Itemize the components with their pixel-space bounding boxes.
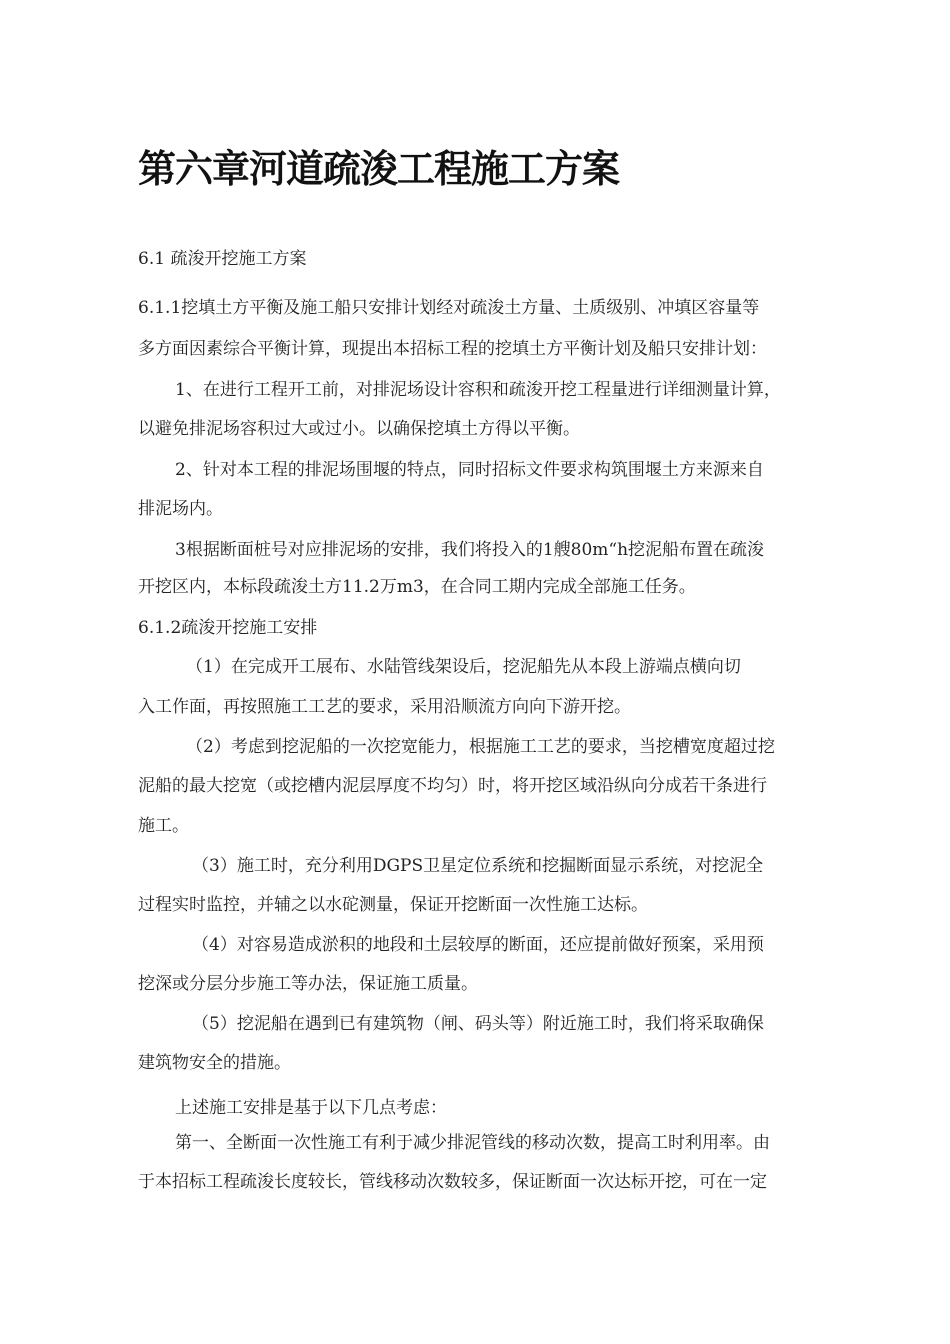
paragraph-line: 开挖区内，本标段疏浚土方11.2万m3，在合同工期内完成全部施工任务。 <box>138 577 696 597</box>
paragraph-line: 多方面因素综合平衡计算，现提出本招标工程的挖填土方平衡计划及船只安排计划： <box>138 339 767 359</box>
paragraph-line: 建筑物安全的措施。 <box>138 1053 291 1073</box>
paragraph-line: （4）对容易造成淤积的地段和土层较厚的断面，还应提前做好预案，采用预 <box>192 935 764 955</box>
paragraph-line: 2、针对本工程的排泥场围堰的特点，同时招标文件要求构筑围堰土方来源来自 <box>175 460 764 480</box>
paragraph-line: 入工作面，再按照施工工艺的要求，采用沿顺流方向向下游开挖。 <box>138 697 631 717</box>
chapter-title: 第六章河道疏浚工程施工方案 <box>138 147 620 191</box>
paragraph-line: 3根据断面桩号对应排泥场的安排，我们将投入的1艘80m“h挖泥船布置在疏浚 <box>175 540 765 560</box>
paragraph-line: 施工。 <box>138 816 189 836</box>
subsection-heading: 6.1.2疏浚开挖施工安排 <box>138 618 318 638</box>
paragraph-line: 6.1.1挖填土方平衡及施工船只安排计划经对疏浚土方量、土质级别、冲填区容量等 <box>138 298 760 318</box>
paragraph-line: 上述施工安排是基于以下几点考虑： <box>175 1098 447 1118</box>
paragraph-line: 泥船的最大挖宽（或挖槽内泥层厚度不均匀）时，将开挖区域沿纵向分成若干条进行 <box>138 776 767 796</box>
paragraph-line: 挖深或分层分步施工等办法，保证施工质量。 <box>138 974 478 994</box>
paragraph-line: 排泥场内。 <box>138 499 223 519</box>
paragraph-line: （5）挖泥船在遇到已有建筑物（闸、码头等）附近施工时，我们将采取确保 <box>192 1014 764 1034</box>
paragraph-line: 过程实时监控，并辅之以水砣测量，保证开挖断面一次性施工达标。 <box>138 895 648 915</box>
section-heading: 6.1 疏浚开挖施工方案 <box>138 249 307 269</box>
paragraph-line: 1、在进行工程开工前，对排泥场设计容积和疏浚开挖工程量进行详细测量计算， <box>175 380 781 400</box>
paragraph-line: 第一、全断面一次性施工有利于减少排泥管线的移动次数，提高工时利用率。由 <box>175 1133 770 1153</box>
paragraph-line: （1）在完成开工展布、水陆管线架设后，挖泥船先从本段上游端点横向切 <box>186 657 741 677</box>
paragraph-line: （2）考虑到挖泥船的一次挖宽能力，根据施工工艺的要求，当挖槽宽度超过挖 <box>186 737 775 757</box>
paragraph-line: 以避免排泥场容积过大或过小。以确保挖填土方得以平衡。 <box>138 419 580 439</box>
paragraph-line: （3）施工时，充分利用DGPS卫星定位系统和挖掘断面显示系统，对挖泥全 <box>192 856 764 876</box>
paragraph-line: 于本招标工程疏浚长度较长，管线移动次数较多，保证断面一次达标开挖，可在一定 <box>138 1172 767 1192</box>
